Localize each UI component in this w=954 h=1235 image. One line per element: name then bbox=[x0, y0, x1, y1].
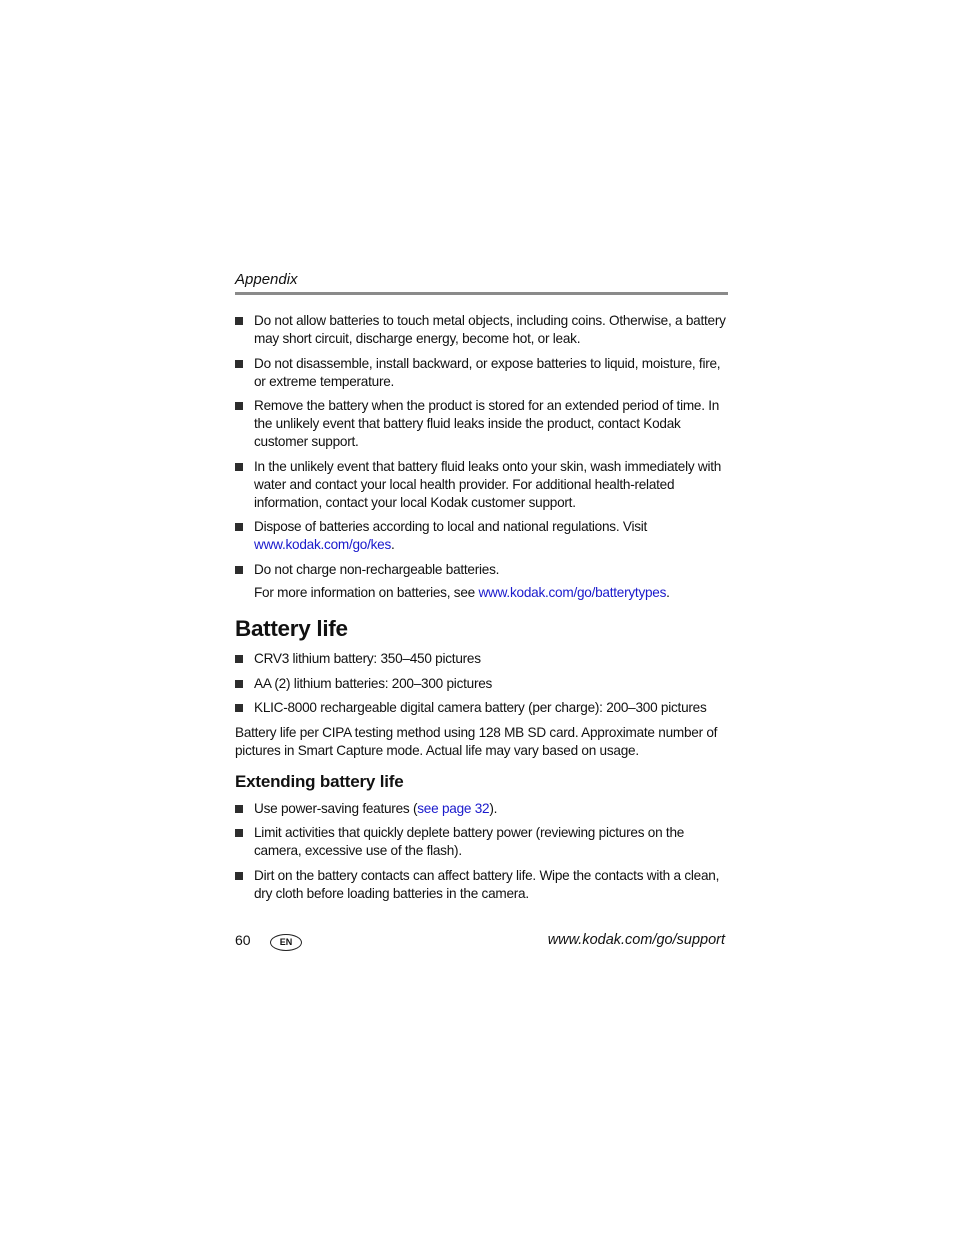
section-label: Appendix bbox=[235, 271, 298, 288]
bullet-icon bbox=[235, 704, 243, 712]
battery-life-heading: Battery life bbox=[235, 616, 348, 641]
bullet-icon bbox=[235, 872, 243, 880]
battery-life-list bbox=[235, 650, 728, 717]
list-item: Limit activities that quickly deplete battery power (reviewing pictures on the camera, excessive use of the flash). bbox=[235, 824, 728, 860]
bullet-icon bbox=[235, 566, 243, 574]
list-item: Do not disassemble, install backward, or expose batteries to liquid, moisture, fire, or extreme temperature. bbox=[235, 355, 728, 391]
bullet-icon bbox=[235, 402, 243, 410]
list-item: AA (2) lithium batteries: 200–300 pictures bbox=[235, 675, 728, 693]
list-item: Dispose of batteries according to local and national regulations. Visit www.kodak.com/go/kes. bbox=[235, 518, 728, 554]
bullet-icon bbox=[235, 360, 243, 368]
battery-life-note: Battery life per CIPA testing method using 128 MB SD card. Approximate number of pictures in Smart Capture mode. Actual life may vary based on usage. bbox=[235, 724, 718, 758]
list-item: In the unlikely event that battery fluid leaks onto your skin, wash immediately with water and contact your local health provider. For additional health-related information, contact your local Kodak customer support. bbox=[235, 458, 728, 512]
batterytypes-link[interactable]: www.kodak.com/go/batterytypes bbox=[478, 585, 667, 600]
bullet-icon bbox=[235, 523, 243, 531]
extending-heading: Extending battery life bbox=[235, 771, 404, 791]
more-info: For more information on batteries, see www.kodak.com/go/batterytypes. bbox=[254, 585, 670, 600]
bullet-icon bbox=[235, 317, 243, 325]
page-content bbox=[235, 312, 728, 909]
list-item: Remove the battery when the product is stored for an extended period of time. In the unlikely event that battery fluid leaks inside the product, contact Kodak customer support. bbox=[235, 397, 728, 451]
list-item: Do not allow batteries to touch metal objects, including coins. Otherwise, a battery may short circuit, discharge energy, become hot, or leak. bbox=[235, 312, 728, 348]
list-item: Use power-saving features (see page 32). bbox=[235, 800, 728, 818]
page-number: 60 bbox=[235, 932, 251, 948]
footer-url: www.kodak.com/go/support bbox=[547, 932, 725, 948]
list-item: Dirt on the battery contacts can affect battery life. Wipe the contacts with a clean, dry cloth before loading batteries in the camera. bbox=[235, 867, 728, 903]
language-badge: EN bbox=[270, 934, 302, 951]
bullet-icon bbox=[235, 655, 243, 663]
list-item: CRV3 lithium battery: 350–450 pictures bbox=[235, 650, 728, 668]
bullet-icon bbox=[235, 805, 243, 813]
extending-list bbox=[235, 800, 728, 903]
bullet-icon bbox=[235, 829, 243, 837]
safety-list bbox=[235, 312, 728, 579]
bullet-icon bbox=[235, 463, 243, 471]
list-item: Do not charge non-rechargeable batteries. bbox=[235, 561, 728, 579]
page-32-link[interactable]: see page 32 bbox=[417, 800, 490, 816]
bullet-icon bbox=[235, 680, 243, 688]
kes-link[interactable]: www.kodak.com/go/kes bbox=[254, 537, 392, 552]
header-rule bbox=[235, 292, 728, 295]
list-item: KLIC-8000 rechargeable digital camera battery (per charge): 200–300 pictures bbox=[235, 699, 728, 717]
